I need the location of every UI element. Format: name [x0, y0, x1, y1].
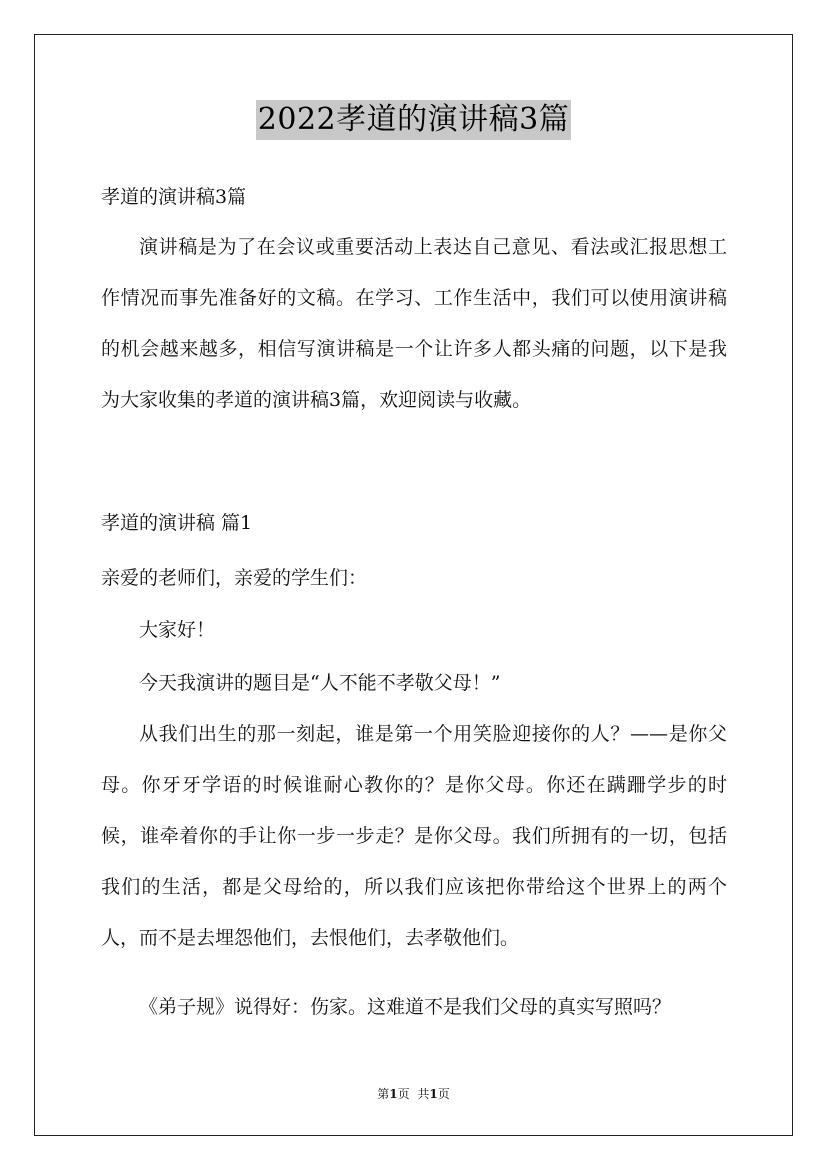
topic-text: 今天我演讲的题目是“人不能不孝敬父母！” — [139, 672, 501, 694]
body-text: 从我们出生的那一刻起，谁是第一个用笑脸迎接你的人？——是你父母。你牙牙学语的时候谁耐心教你的？是你父母。你还在蹒跚学步的时候，谁牵着你的手让你一步一步走？是你父母。我们所拥有的一切，包括我们的生活，都是父母给的，所以我们应该把你带给这个世界上的两个人，而不是去埋怨他们，去恨他们，去孝敬他们。 — [101, 723, 727, 949]
greeting: 亲爱的老师们，亲爱的学生们： — [101, 567, 368, 589]
title-container — [0, 100, 827, 140]
footer-page-suffix: 页 — [397, 1087, 410, 1101]
closing-text: 《弟子规》说得好：伤家。这难道不是我们父母的真实写照吗？ — [139, 996, 672, 1018]
closing-paragraph — [101, 982, 727, 1033]
hello-text: 大家好！ — [139, 619, 216, 641]
footer-total-prefix: 共 — [417, 1087, 430, 1101]
page-footer — [0, 1085, 827, 1102]
section-heading: 孝道的演讲稿 篇1 — [101, 512, 253, 534]
intro-text: 演讲稿是为了在会议或重要活动上表达自己意见、看法或汇报思想工作情况而事先准备好的文稿。在学习、工作生活中，我们可以使用演讲稿的机会越来越多，相信写演讲稿是一个让许多人都头痛的问题，以下是我为大家收集的孝道的演讲稿3篇，欢迎阅读与收藏。 — [101, 236, 727, 411]
hello-paragraph — [101, 605, 727, 656]
footer-page-prefix: 第 — [377, 1087, 390, 1101]
intro-paragraph — [101, 222, 727, 426]
body-paragraph — [101, 709, 727, 964]
topic-paragraph — [101, 658, 727, 709]
subtitle: 孝道的演讲稿3篇 — [101, 186, 247, 208]
document-title: 2022孝道的演讲稿3篇 — [256, 100, 571, 140]
footer-total-suffix: 页 — [437, 1087, 450, 1101]
footer-total-number: 1 — [429, 1087, 438, 1101]
footer-page-number: 1 — [389, 1087, 398, 1101]
